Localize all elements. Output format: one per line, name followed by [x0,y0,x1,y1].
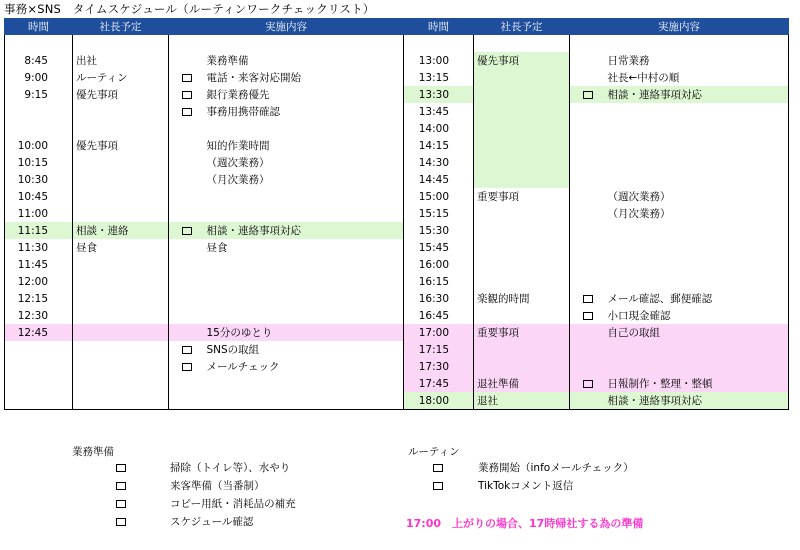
schedule-row [404,222,789,239]
time-cell: 17:00 [418,326,449,339]
schedule-row [404,392,789,410]
plan-cell: 楽観的時間 [474,290,570,307]
content-cell: 銀行業務優先 [206,89,270,101]
schedule-row [5,324,404,341]
time-cell: 12:00 [17,275,48,288]
time-cell: 8:45 [24,54,48,67]
checkbox[interactable] [433,482,443,490]
time-cell: 13:00 [418,54,449,67]
plan-cell [73,290,169,307]
content-cell [606,154,789,171]
plan-cell [73,375,169,392]
time-cell: 16:00 [418,258,449,271]
schedule-row [404,69,789,86]
schedule-row [404,86,789,103]
schedule-row [404,290,789,307]
checklist-item: コピー用紙・消耗品の補充 [170,498,296,510]
plan-cell: 出社 [73,52,169,69]
schedule-row [5,171,404,188]
plan-cell [73,392,169,410]
routine-heading: ルーティン [408,446,460,458]
plan-cell [73,205,169,222]
time-cell: 17:45 [418,377,449,390]
checkbox[interactable] [182,74,192,82]
plan-cell [474,273,570,290]
content-cell [606,256,789,273]
closing-note: 17:00 上がりの場合、17時帰社する為の準備 [406,517,644,530]
plan-cell [73,273,169,290]
schedule-table-morning [4,18,404,410]
time-cell: 12:15 [17,292,48,305]
content-cell [205,307,404,324]
time-cell: 11:15 [17,224,48,237]
plan-cell [474,239,570,256]
content-cell [606,273,789,290]
checkbox[interactable] [583,295,593,303]
plan-cell: 退社準備 [474,375,570,392]
plan-cell [474,171,570,188]
content-cell: 相談・連絡事項対応 [606,86,789,103]
plan-cell [474,358,570,375]
plan-cell [474,205,570,222]
content-cell: （週次業務） [607,191,671,203]
page-title: 事務×SNS タイムスケジュール（ルーティンワークチェックリスト） [4,2,375,16]
time-cell: 17:30 [418,360,449,373]
schedule-row [404,307,789,324]
schedule-row [404,324,789,341]
schedule-row [5,52,404,69]
time-cell: 13:45 [418,105,449,118]
content-cell: 事務用携帯確認 [206,106,280,118]
schedule-row [404,188,789,205]
time-cell: 17:15 [418,343,449,356]
time-cell: 12:45 [17,326,48,339]
content-cell: 知的作業時間 [206,140,270,152]
plan-cell [73,103,169,120]
content-cell [205,375,404,392]
content-cell [606,222,789,239]
schedule-row [404,120,789,137]
schedule-row [5,239,404,256]
plan-cell [474,256,570,273]
content-cell [606,171,789,188]
schedule-row [5,69,404,86]
checklist-item: 業務開始（infoメールチェック） [478,462,634,474]
time-cell: 10:45 [17,190,48,203]
schedule-row [5,307,404,324]
content-cell: （月次業務） [206,174,270,186]
time-cell: 15:45 [418,241,449,254]
content-cell [606,358,789,375]
time-cell: 14:00 [418,122,449,135]
plan-cell [73,188,169,205]
schedule-row [5,392,404,410]
checkbox[interactable] [182,346,192,354]
schedule-row [404,273,789,290]
schedule-row [404,52,789,69]
content-cell: 小口現金確認 [607,310,671,322]
plan-cell: ルーティン [73,69,169,86]
schedule-row [5,205,404,222]
plan-cell [73,120,169,137]
schedule-row [5,290,404,307]
content-cell: （月次業務） [607,208,671,220]
checkbox[interactable] [583,312,593,320]
schedule-row [404,137,789,154]
plan-cell [474,120,570,137]
content-cell: SNSの取組 [206,344,260,356]
plan-cell [73,341,169,358]
time-cell: 9:15 [24,88,48,101]
header-time: 時間 [404,19,474,35]
schedule-row [404,358,789,375]
plan-cell [73,358,169,375]
time-cell: 15:00 [418,190,449,203]
time-cell: 14:15 [418,139,449,152]
content-cell [205,392,404,410]
time-cell: 10:00 [17,139,48,152]
schedule-table-afternoon [403,18,789,410]
plan-cell: 退社 [474,392,570,410]
time-cell: 15:30 [418,224,449,237]
content-cell [606,137,789,154]
time-cell: 18:00 [418,394,449,407]
time-cell: 13:30 [418,88,449,101]
time-cell: 13:15 [418,71,449,84]
content-cell: メールチェック [206,361,280,373]
time-cell: 16:30 [418,292,449,305]
content-cell: 相談・連絡事項対応 [205,222,404,239]
schedule-row [5,222,404,239]
schedule-row [5,273,404,290]
checkbox[interactable] [116,500,126,508]
checkbox[interactable] [583,380,593,388]
plan-cell [73,307,169,324]
checkbox[interactable] [583,91,593,99]
header-content: 実施内容 [169,19,404,35]
plan-cell [474,86,570,103]
schedule-row [404,375,789,392]
content-cell: 自己の取組 [606,324,789,341]
checkbox[interactable] [116,518,126,526]
plan-cell [474,341,570,358]
header-plan: 社長予定 [73,19,169,35]
time-cell: 12:30 [17,309,48,322]
checklist-item: スケジュール確認 [170,516,254,528]
checklist-item: 来客準備（当番制） [170,480,265,492]
content-cell: （週次業務） [206,157,270,169]
checkbox[interactable] [182,108,192,116]
time-cell: 11:30 [17,241,48,254]
header-plan: 社長予定 [474,19,570,35]
plan-cell: 優先事項 [73,137,169,154]
plan-cell [73,154,169,171]
plan-cell [474,222,570,239]
schedule-row [5,256,404,273]
plan-cell [73,256,169,273]
time-cell: 9:00 [24,71,48,84]
plan-cell: 優先事項 [474,52,570,69]
time-cell: 10:30 [17,173,48,186]
plan-cell [474,137,570,154]
plan-cell: 重要事項 [474,324,570,341]
content-cell [606,239,789,256]
content-cell [205,256,404,273]
checkbox[interactable] [182,227,192,235]
schedule-row [404,341,789,358]
plan-cell [73,171,169,188]
schedule-row [5,358,404,375]
checkbox[interactable] [433,464,443,472]
time-cell: 16:45 [418,309,449,322]
time-cell: 15:15 [418,207,449,220]
plan-cell [474,154,570,171]
schedule-row [5,341,404,358]
time-cell: 14:45 [418,173,449,186]
content-cell: 日常業務 [607,55,650,67]
plan-cell [73,324,169,341]
plan-cell: 優先事項 [73,86,169,103]
content-cell [606,341,789,358]
checklist-item: TikTokコメント返信 [478,480,574,492]
schedule-row [5,188,404,205]
schedule-row [404,154,789,171]
content-cell [205,188,404,205]
header-content: 実施内容 [570,19,789,35]
content-cell [205,205,404,222]
time-cell: 16:15 [418,275,449,288]
content-cell: 社長←中村の順 [607,72,680,84]
time-cell: 11:45 [17,258,48,271]
content-cell: 昼食 [206,242,228,254]
content-cell: 業務準備 [206,55,249,67]
checkbox[interactable] [116,464,126,472]
schedule-row [5,154,404,171]
content-cell: 電話・来客対応開始 [206,72,301,84]
content-cell [606,103,789,120]
content-cell: 15分のゆとり [205,324,404,341]
schedule-row [5,137,404,154]
schedule-row [5,86,404,103]
checklist-item: 掃除（トイレ等）、水やり [170,462,291,474]
content-cell [205,290,404,307]
schedule-row [404,171,789,188]
content-cell: 日報制作・整理・整頓 [606,375,789,392]
content-cell [205,120,404,137]
schedule-row [5,375,404,392]
header-time: 時間 [5,19,73,35]
schedule-row [404,103,789,120]
plan-cell [474,69,570,86]
plan-cell: 昼食 [73,239,169,256]
checkbox[interactable] [182,91,192,99]
content-cell: 相談・連絡事項対応 [606,392,789,410]
checkbox[interactable] [182,363,192,371]
schedule-row [404,239,789,256]
content-cell: メール確認、郵便確認 [607,293,713,305]
content-cell [205,273,404,290]
schedule-row [5,120,404,137]
time-cell: 14:30 [418,156,449,169]
plan-cell: 重要事項 [474,188,570,205]
time-cell: 10:15 [17,156,48,169]
plan-cell: 相談・連絡 [73,222,169,239]
content-cell [606,120,789,137]
time-cell: 11:00 [17,207,48,220]
plan-cell [474,103,570,120]
preparation-heading: 業務準備 [72,446,114,458]
schedule-row [5,103,404,120]
checkbox[interactable] [116,482,126,490]
plan-cell [474,307,570,324]
schedule-row [404,256,789,273]
schedule-row [404,205,789,222]
